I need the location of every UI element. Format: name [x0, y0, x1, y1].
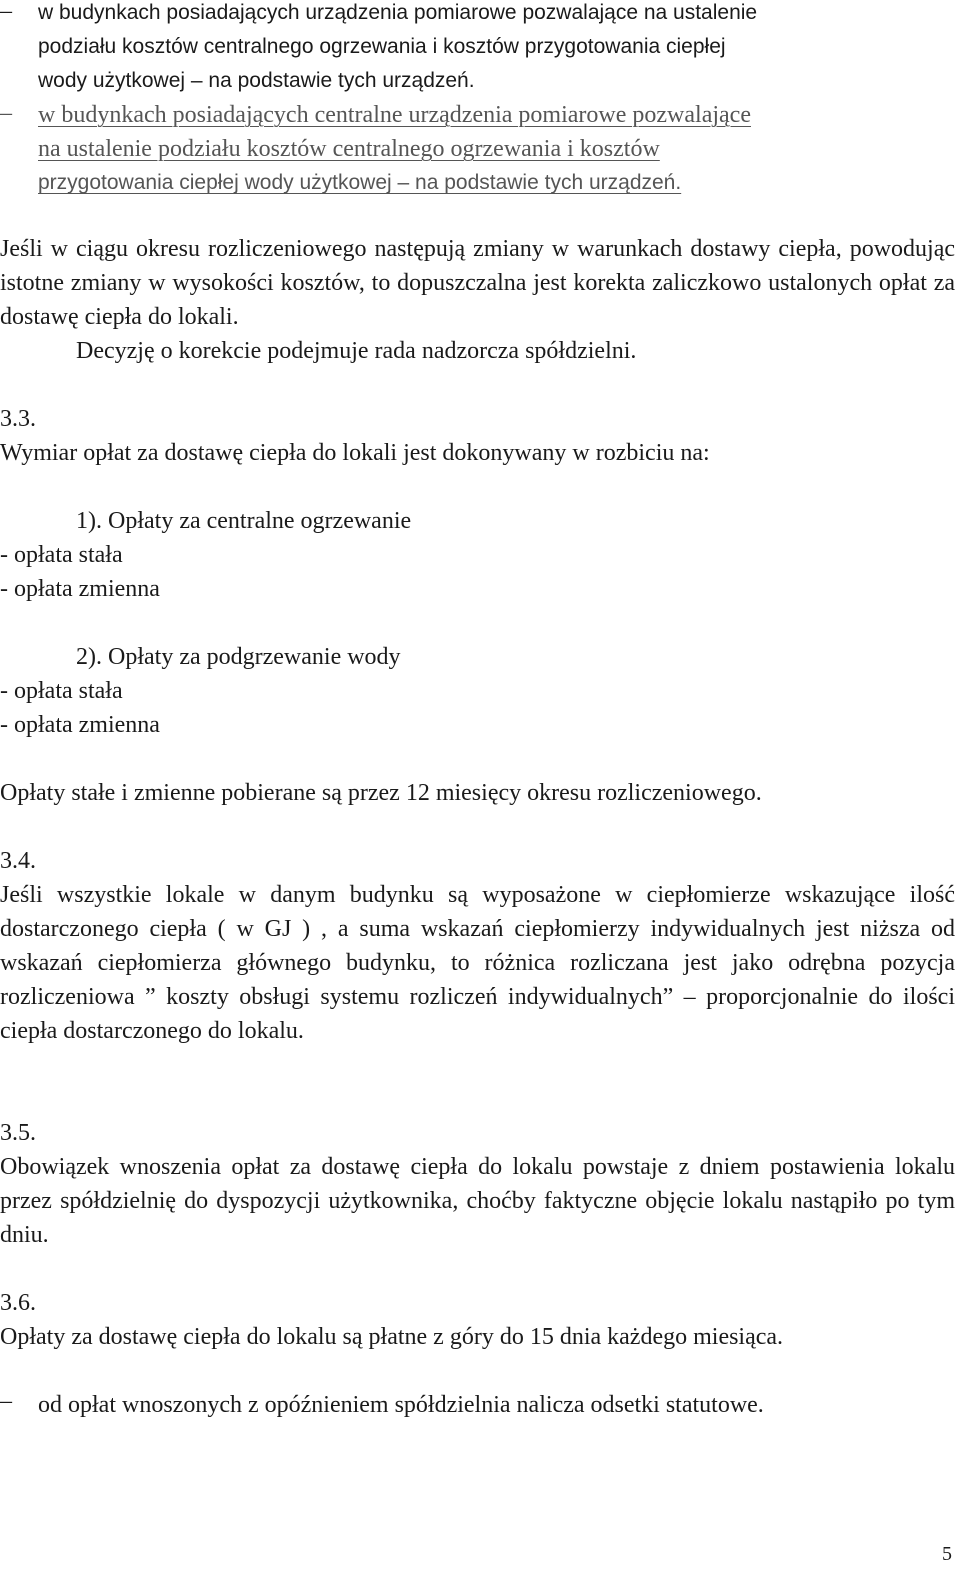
bullet-1-line-1: w budynkach posiadających urządzenia pomiarowe pozwalające na ustalenie: [38, 1, 758, 24]
section-3-4-number: 3.4.: [0, 848, 36, 874]
dash-icon: –: [0, 1388, 12, 1414]
bullet-2-line-1: w budynkach posiadających centralne urządzenia pomiarowe pozwalające: [38, 102, 751, 128]
item-2-variable-fee: - opłata zmienna: [0, 712, 160, 738]
bullet-item-1: [0, 0, 955, 102]
bullet-1-line-3: wody użytkowej – na podstawie tych urządzeń.: [38, 69, 475, 92]
section-3-4-text: Jeśli wszystkie lokale w danym budynku są wyposażone w ciepłomierze wskazujące ilość dostarczonego ciepła ( w GJ ) , a suma wskazań ciepłomierzy indywidualnych jest niższa od wskazań ciepłomierza głównego budynku, to różnica rozliczana jest jako odrębna pozycja rozliczeniowa ” koszty obsługi systemu rozliczeń indywidualnych” – proporcjonalnie do ilości ciepła dostarczonego do lokalu.: [0, 882, 955, 1044]
section-3-5-number: 3.5.: [0, 1120, 36, 1146]
bullet-2-line-3: przygotowania ciepłej wody użytkowej – na podstawie tych urządzeń.: [38, 171, 682, 194]
section-3-6-bullet: [0, 1388, 955, 1422]
section-3-6-text: Opłaty za dostawę ciepła do lokalu są płatne z góry do 15 dnia każdego miesiąca.: [0, 1324, 784, 1350]
item-1-variable-fee: - opłata zmienna: [0, 576, 160, 602]
correction-decision: Decyzję o korekcie podejmuje rada nadzorcza spółdzielni.: [76, 338, 637, 364]
page-number: 5: [942, 1543, 952, 1565]
section-3-3-number: 3.3.: [0, 406, 36, 432]
section-3-3-note: Opłaty stałe i zmienne pobierane są przez 12 miesięcy okresu rozliczeniowego.: [0, 780, 762, 806]
bullet-1-line-2: podziału kosztów centralnego ogrzewania i kosztów przygotowania ciepłej: [38, 35, 726, 58]
dash-icon: –: [0, 100, 12, 126]
correction-paragraph: Jeśli w ciągu okresu rozliczeniowego następują zmiany w warunkach dostawy ciepła, powodując istotne zmiany w wysokości kosztów, to dopuszczalna jest korekta zaliczkowo ustalonych opłat za dostawę ciepła do lokali.: [0, 236, 955, 330]
item-1-title: 1). Opłaty za centralne ogrzewanie: [76, 508, 412, 534]
bullet-2-line-2: na ustalenie podziału kosztów centralnego ogrzewania i kosztów: [38, 136, 660, 162]
section-3-6-number: 3.6.: [0, 1290, 36, 1316]
item-2-title: 2). Opłaty za podgrzewanie wody: [76, 644, 401, 670]
section-3-5-text: Obowiązek wnoszenia opłat za dostawę ciepła do lokalu powstaje z dniem postawienia lokalu przez spółdzielnię do dyspozycji użytkownika, choćby faktyczne objęcie lokalu nastąpiło po tym dniu.: [0, 1154, 955, 1248]
section-3-6-bullet-text: od opłat wnoszonych z opóźnieniem spółdzielnia nalicza odsetki statutowe.: [38, 1392, 764, 1418]
item-1-fixed-fee: - opłata stała: [0, 542, 123, 568]
item-2-fixed-fee: - opłata stała: [0, 678, 123, 704]
section-3-3-intro: Wymiar opłat za dostawę ciepła do lokali jest dokonywany w rozbiciu na:: [0, 440, 710, 466]
dash-icon: –: [0, 0, 12, 24]
bullet-item-2: [0, 96, 955, 200]
